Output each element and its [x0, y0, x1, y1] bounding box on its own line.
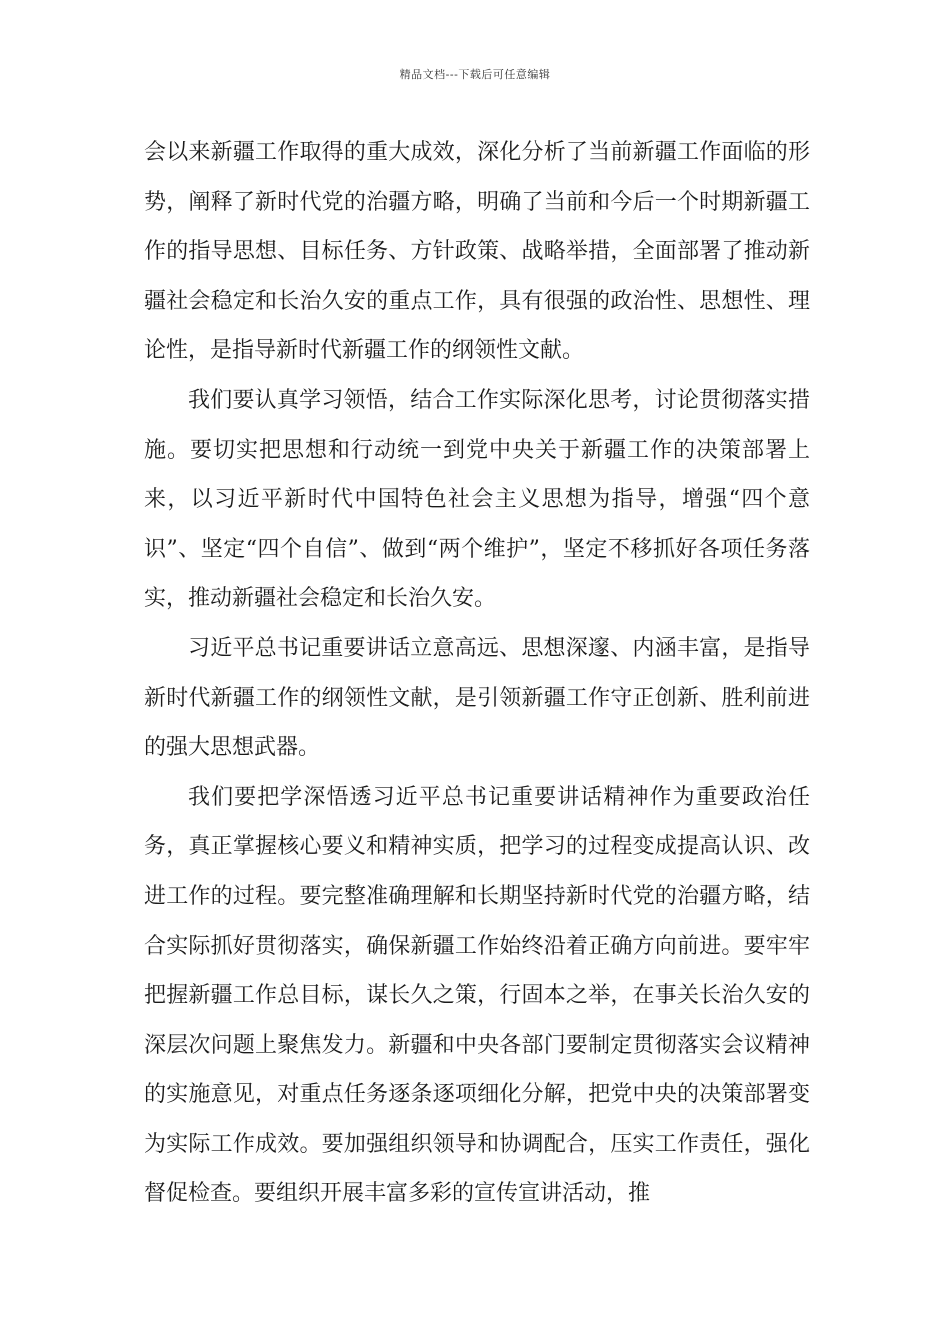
paragraph-3: 习近平总书记重要讲话立意高远、思想深邃、内涵丰富，是指导新时代新疆工作的纲领性文献，是引领新疆工作守正创新、胜利前进的强大思想武器。 — [144, 635, 810, 761]
paragraph-1: 会以来新疆工作取得的重大成效，深化分析了当前新疆工作面临的形势，阐释了新时代党的治疆方略，明确了当前和今后一个时期新疆工作的指导思想、目标任务、方针政策、战略举措，全面部署了推动新疆社会稳定和长治久安的重点工作，具有很强的政治性、思想性、理论性，是指导新时代新疆工作的纲领性文献。 — [144, 140, 810, 364]
page-header: 精品文档---下载后可任意编辑 — [399, 68, 551, 81]
document-body — [144, 128, 810, 1219]
paragraph-4: 我们要把学深悟透习近平总书记重要讲话精神作为重要政治任务，真正掌握核心要义和精神实质，把学习的过程变成提高认识、改进工作的过程。要完整准确理解和长期坚持新时代党的治疆方略，结合实际抓好贯彻落实，确保新疆工作始终沿着正确方向前进。要牢牢把握新疆工作总目标，谋长久之策，行固本之举，在事关长治久安的深层次问题上聚焦发力。新疆和中央各部门要制定贯彻落实会议精神的实施意见，对重点任务逐条逐项细化分解，把党中央的决策部署变为实际工作成效。要加强组织领导和协调配合，压实工作责任，强化督促检查。要组织开展丰富多彩的宣传宣讲活动，推 — [144, 784, 810, 1207]
paragraph-2: 我们要认真学习领悟，结合工作实际深化思考，讨论贯彻落实措施。要切实把思想和行动统一到党中央关于新疆工作的决策部署上来，以习近平新时代中国特色社会主义思想为指导，增强“四个意识”、坚定“四个自信”、做到“两个维护”，坚定不移抓好各项任务落实，推动新疆社会稳定和长治久安。 — [144, 387, 810, 612]
